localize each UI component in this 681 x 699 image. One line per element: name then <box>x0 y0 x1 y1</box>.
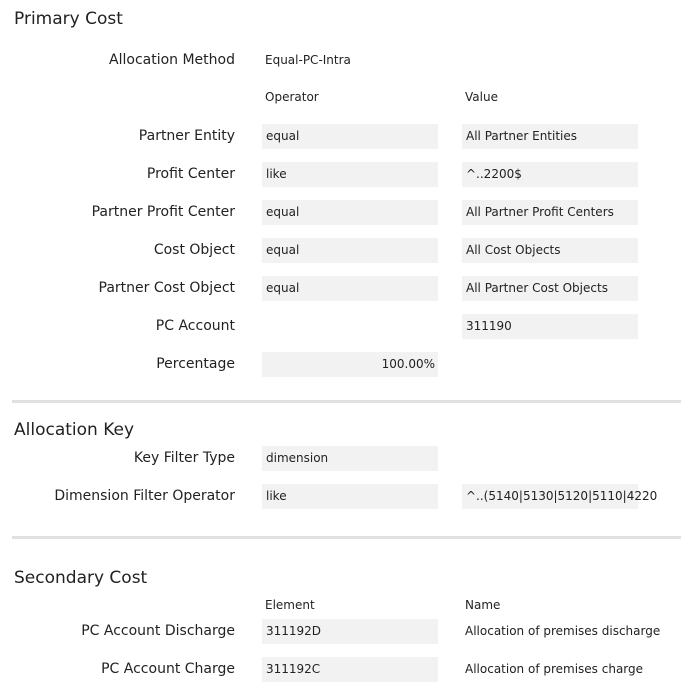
pc-account-value-field[interactable]: 311190 <box>462 314 638 339</box>
operator-column-header: Operator <box>265 90 319 104</box>
pc-account-charge-name: Allocation of premises charge <box>465 662 644 676</box>
partner-cost-object-value-field[interactable]: All Partner Cost Objects <box>462 276 638 301</box>
partner-entity-operator-field[interactable]: equal <box>262 124 438 149</box>
allocation-method-value: Equal-PC-Intra <box>265 53 351 67</box>
section-divider <box>12 400 681 403</box>
element-column-header: Element <box>265 598 315 612</box>
partner-profit-center-operator-field[interactable]: equal <box>262 200 438 225</box>
partner-cost-object-operator-field[interactable]: equal <box>262 276 438 301</box>
pc-account-label: PC Account <box>155 318 235 334</box>
percentage-field[interactable]: 100.00% <box>262 352 438 377</box>
partner-cost-object-label: Partner Cost Object <box>98 280 235 296</box>
secondary-cost-title: Secondary Cost <box>14 568 148 588</box>
value-column-header: Value <box>465 90 498 104</box>
dimension-filter-value-field[interactable]: ^..(5140|5130|5120|5110|4220 <box>462 484 638 509</box>
pc-account-charge-label: PC Account Charge <box>101 661 235 677</box>
key-filter-type-label: Key Filter Type <box>133 450 235 466</box>
primary-cost-title: Primary Cost <box>14 9 123 29</box>
allocation-method-label: Allocation Method <box>109 52 235 68</box>
percentage-label: Percentage <box>156 356 235 372</box>
dimension-filter-operator-field[interactable]: like <box>262 484 438 509</box>
allocation-key-title: Allocation Key <box>14 420 135 440</box>
partner-profit-center-value-field[interactable]: All Partner Profit Centers <box>462 200 638 225</box>
cost-object-label: Cost Object <box>153 242 235 258</box>
key-filter-type-field[interactable]: dimension <box>262 446 438 471</box>
pc-account-charge-element-field[interactable]: 311192C <box>262 657 438 682</box>
name-column-header: Name <box>465 598 501 612</box>
partner-entity-label: Partner Entity <box>138 128 235 144</box>
profit-center-operator-field[interactable]: like <box>262 162 438 187</box>
profit-center-value-field[interactable]: ^..2200$ <box>462 162 638 187</box>
cost-object-operator-field[interactable]: equal <box>262 238 438 263</box>
profit-center-label: Profit Center <box>146 166 235 182</box>
pc-account-discharge-label: PC Account Discharge <box>81 623 235 639</box>
partner-profit-center-label: Partner Profit Center <box>91 204 235 220</box>
pc-account-discharge-element-field[interactable]: 311192D <box>262 619 438 644</box>
partner-entity-value-field[interactable]: All Partner Entities <box>462 124 638 149</box>
pc-account-discharge-name: Allocation of premises discharge <box>465 624 661 638</box>
dimension-filter-operator-label: Dimension Filter Operator <box>54 488 235 504</box>
section-divider <box>12 536 681 539</box>
cost-object-value-field[interactable]: All Cost Objects <box>462 238 638 263</box>
